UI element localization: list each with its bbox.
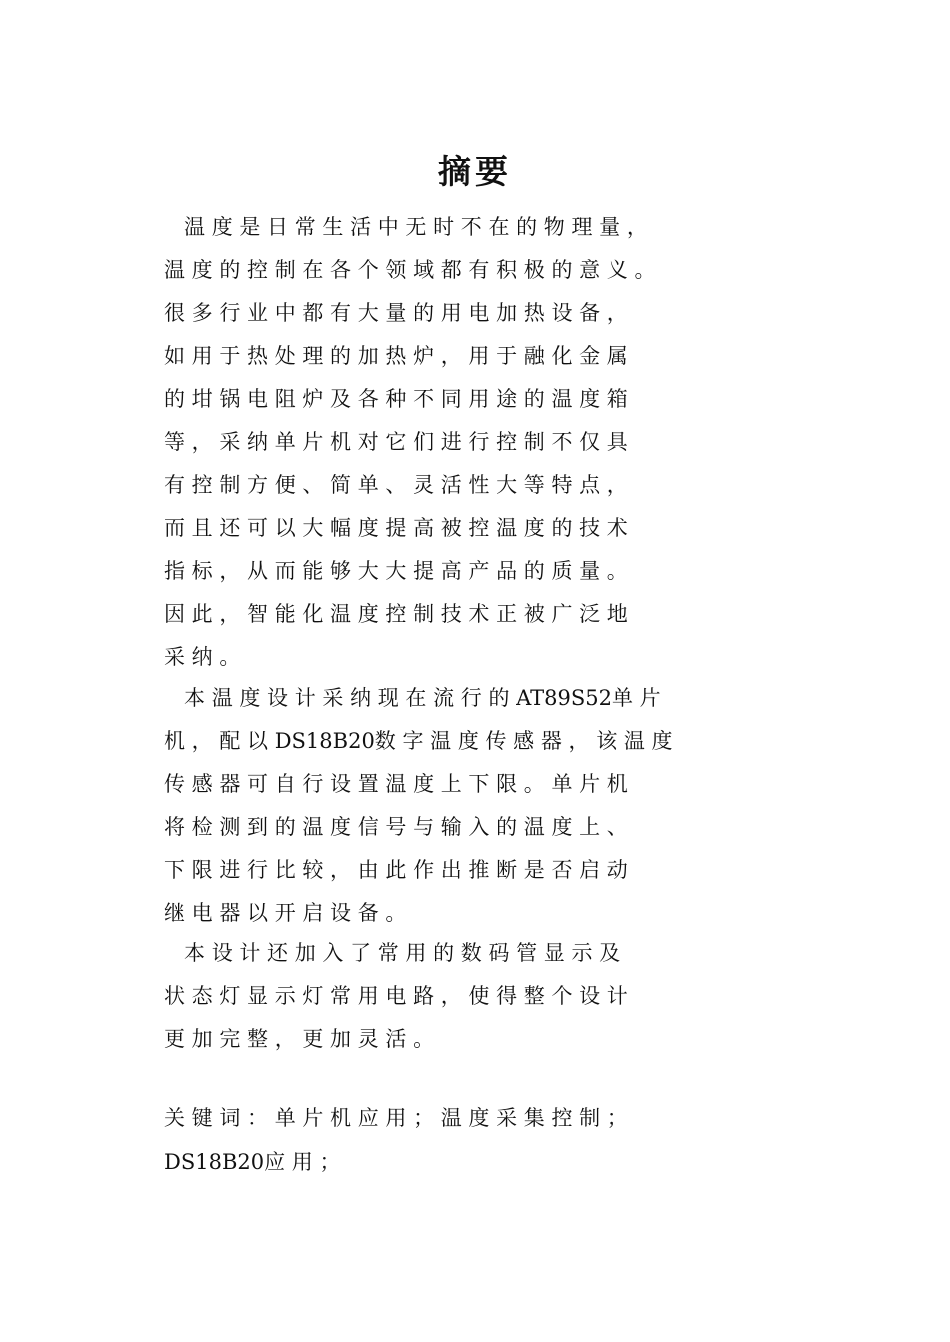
text-line: 有 控 制 方 便 、 简 单 、 灵 活 性 大 等 特 点 ， (164, 473, 628, 497)
text-line: 状 态 灯 显 示 灯 常 用 电 路 ， 使 得 整 个 设 计 (164, 984, 628, 1008)
keywords-line: 关 键 词 ： 单 片 机 应 用 ； 温 度 采 集 控 制 ； (164, 1106, 628, 1130)
text-line: 如 用 于 热 处 理 的 加 热 炉 ， 用 于 融 化 金 属 (164, 344, 628, 368)
text-line: 温 度 的 控 制 在 各 个 领 域 都 有 积 极 的 意 义 。 (164, 258, 656, 282)
text-line: 指 标 ， 从 而 能 够 大 大 提 高 产 品 的 质 量 。 (164, 559, 628, 583)
page-title: 摘要 (438, 152, 512, 191)
text-line: 传 感 器 可 自 行 设 置 温 度 上 下 限 。 单 片 机 (164, 772, 628, 796)
keywords-line: DS18B20应 用 ； (164, 1150, 341, 1174)
text-line: 更 加 完 整 ， 更 加 灵 活 。 (164, 1027, 435, 1051)
text-line: 本 温 度 设 计 采 纳 现 在 流 行 的 AT89S52单 片 (164, 686, 661, 710)
text-line: 本 设 计 还 加 入 了 常 用 的 数 码 管 显 示 及 (164, 941, 621, 965)
text-line: 采 纳 。 (164, 645, 241, 669)
text-line: 的 坩 锅 电 阻 炉 及 各 种 不 同 用 途 的 温 度 箱 (164, 387, 628, 411)
text-line: 温 度 是 日 常 生 活 中 无 时 不 在 的 物 理 量 ， (164, 215, 648, 239)
text-line: 而 且 还 可 以 大 幅 度 提 高 被 控 温 度 的 技 术 (164, 516, 628, 540)
text-line: 机 ， 配 以 DS18B20数 字 温 度 传 感 器 ， 该 温 度 (164, 729, 673, 753)
text-line: 将 检 测 到 的 温 度 信 号 与 输 入 的 温 度 上 、 (164, 815, 628, 839)
text-line: 继 电 器 以 开 启 设 备 。 (164, 901, 407, 925)
text-line: 很 多 行 业 中 都 有 大 量 的 用 电 加 热 设 备 ， (164, 301, 628, 325)
text-line: 等 ， 采 纳 单 片 机 对 它 们 进 行 控 制 不 仅 具 (164, 430, 628, 454)
text-line: 因 此 ， 智 能 化 温 度 控 制 技 术 正 被 广 泛 地 (164, 602, 628, 626)
text-line: 下 限 进 行 比 较 ， 由 此 作 出 推 断 是 否 启 动 (164, 858, 628, 882)
